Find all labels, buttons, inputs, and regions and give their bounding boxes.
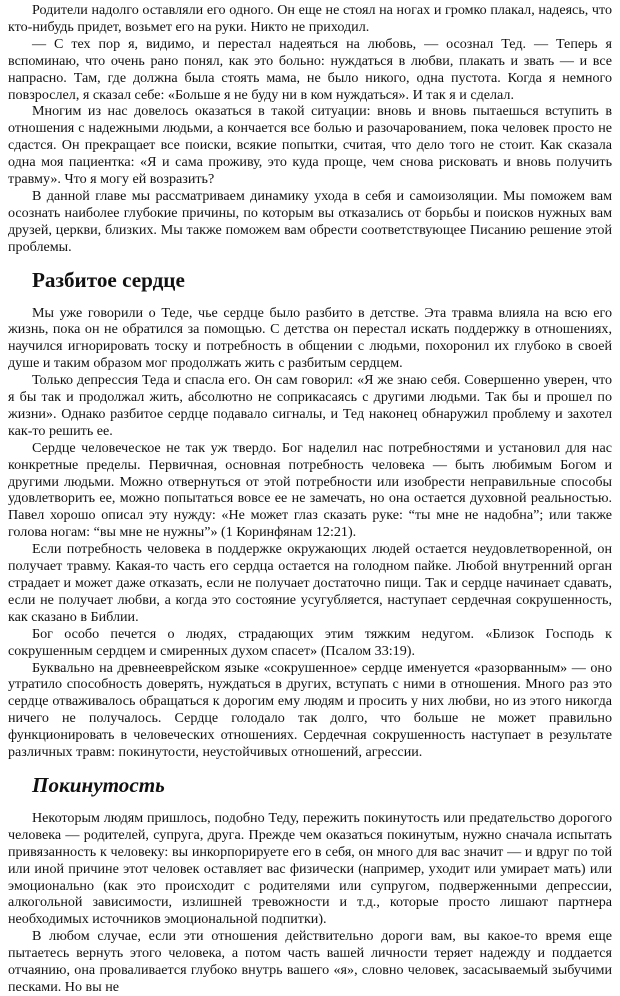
- paragraph: Только депрессия Теда и спасла его. Он сам говорил: «Я же знаю себя. Совершенно уверен, что я бы так и продолжал жить, абсолютно не соприкасаясь с другими людьми. Так бы и прошел по жизни». Однако разбитое сердце подавало сигналы, и Тед наконец обнаружил проблему и захотел как-то решить ее.: [8, 372, 612, 439]
- paragraph: Сердце человеческое не так уж твердо. Бог наделил нас потребностями и установил для нас конкретные пределы. Первичная, основная потребность человека — быть любимым Богом и другими людьми. Можно отвернуться от этой потребности или изобрести неправильные способы удовлетворить ее, можно попытаться вовсе ее не замечать, но она остается духовной реальностью. Павел хорошо описал эту нужду: «Не может глаз сказать руке: “ты мне не надобна”; или также голова ногам: “вы мне не нужны”» (1 Коринфянам 12:21).: [8, 439, 612, 541]
- section-heading-abandonment: Покинутость: [32, 772, 165, 797]
- paragraph: Если потребность человека в поддержке окружающих людей остается неудовлетворенной, он получает травму. Какая-то часть его сердца остается на голодном пайке. Любой внутренний орган страдает и может даже отказать, если не получает достаточно пищи. Так и сердце начинает сдавать, если не получает любви, а когда это состояние усугубляется, наступает сердечная сокрушенность, как сказано в Библии.: [8, 541, 612, 625]
- paragraph: В данной главе мы рассматриваем динамику ухода в себя и самоизоляции. Мы поможем вам осознать наиболее глубокие причины, по которым вы отказались от борьбы и поисков нужных вам друзей, церкви, близких. Мы также поможем вам обрести соответствующее Писанию решение этой проблемы.: [8, 187, 612, 255]
- paragraph: Буквально на древнееврейском языке «сокрушенное» сердце именуется «разорванным» — оно утратило способность доверять, нуждаться в других, вступать с ними в отношения. Много раз это сердце отваживалось обращаться к дорогим ему людям и просить у них любви, но из этого никогда ничего не получалось. Сердце голодало так долго, что больше не может правильно функционировать в человеческих отношениях. Сердечная сокрушенность наступает в результате различных травм: покинутости, неустойчивых отношений, агрессии.: [8, 659, 612, 761]
- paragraph: Мы уже говорили о Теде, чье сердце было разбито в детстве. Эта травма влияла на всю его жизнь, пока он не обратился за помощью. С детства он перестал искать поддержку в отношениях, научился игнорировать тоску и потребность в общении с людьми, похоронил их глубоко в своей душе и таким образом мог продолжать жить с разбитым сердцем.: [8, 304, 612, 372]
- paragraph: Многим из нас довелось оказаться в такой ситуации: вновь и вновь пытаешься вступить в отношения с надежными людьми, а кончается все болью и разочарованием, пока человек просто не сдастся. Он прекращает все поиски, всякие попытки, считая, что дело того не стоит. Как сказала одна моя пациентка: «Я и сама проживу, это куда проще, чем снова рисковать и вновь получить травму». Что я могу ей возразить?: [8, 103, 612, 188]
- paragraph: Некоторым людям пришлось, подобно Теду, пережить покинутость или предательство дорогого человека — родителей, супруга, друга. Прежде чем оказаться покинутым, нужно сначала испытать привязанность к человеку: вы инкорпорируете его в себя, он много для вас значит — и вдруг по той или иной причине этот человек оставляет вас физически (например, уходит или умирает мать) или эмоционально (как это происходит с родителями или супругом, подверженными депрессии, алкогольной зависимости, излишней тревожности и т.д., которые просто лишают партнера необходимых источников эмоциональной подпитки).: [8, 809, 612, 928]
- paragraph: Родители надолго оставляли его одного. Он еще не стоял на ногах и громко плакал, надеясь, что кто-нибудь придет, возьмет его на руки. Никто не приходил.: [8, 2, 612, 35]
- paragraph: — С тех пор я, видимо, и перестал надеяться на любовь, — осознал Тед. — Теперь я вспоминаю, что очень рано понял, как это больно: нуждаться в любви, плакать и звать — и все напрасно. Там, где должна была стоять мама, не было никого, одна пустота. Когда я немного повзрослел, я сказал себе: «Больше я не буду ни в ком нуждаться». И так я и сделал.: [8, 35, 612, 103]
- paragraph: Бог особо печется о людях, страдающих этим тяжким недугом. «Близок Господь к сокрушенным сердцем и смиренных духом спасет» (Псалом 33:19).: [8, 625, 612, 659]
- paragraph: В любом случае, если эти отношения действительно дороги вам, вы какое-то время еще пытаетесь вернуть этого человека, а потом часть вашей личности теряет надежду и поддается отчаянию, она проваливается глубоко внутрь вашего «я», словно человек, засасываемый зыбучими песками. Но вы не: [8, 928, 612, 995]
- section-heading-broken-heart: Разбитое сердце: [32, 267, 185, 292]
